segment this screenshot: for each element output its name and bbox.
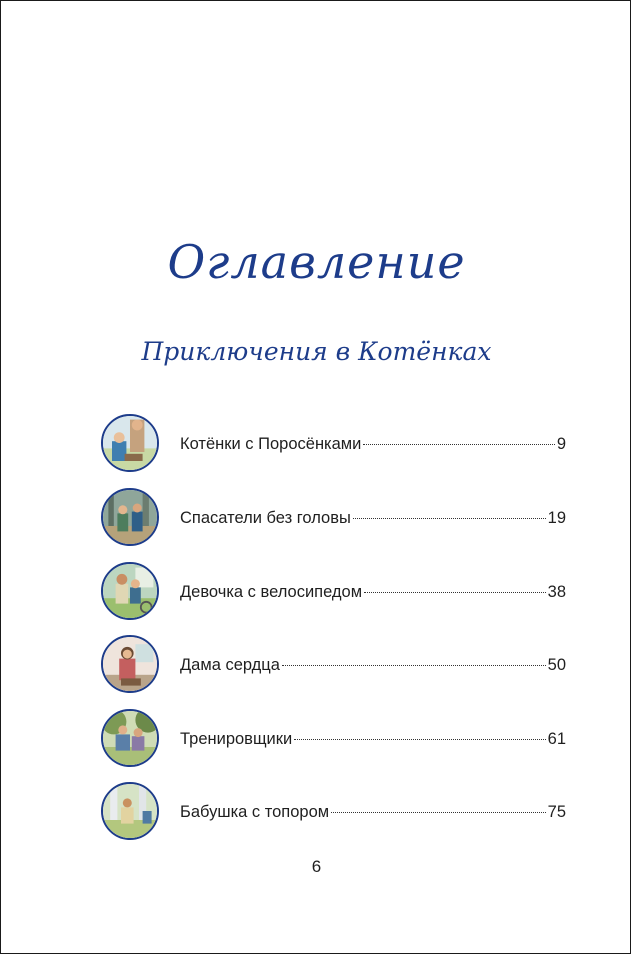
toc-entry[interactable] — [101, 562, 566, 624]
page-title: Оглавление — [167, 235, 466, 289]
toc-entry-page: 50 — [547, 656, 566, 674]
dot-leader — [364, 592, 546, 593]
toc-entry-page: 38 — [547, 583, 566, 601]
toc-entry[interactable] — [101, 709, 566, 771]
toc-entry-page: 75 — [547, 803, 566, 821]
toc-entry-page: 19 — [547, 509, 566, 527]
toc-entry[interactable] — [101, 488, 566, 550]
dot-leader — [331, 812, 546, 813]
chapter-illustration-thumbnail — [101, 635, 159, 693]
chapter-illustration-thumbnail — [101, 488, 159, 546]
toc-entry[interactable] — [101, 414, 566, 476]
dot-leader — [282, 665, 546, 666]
dot-leader — [363, 444, 554, 445]
toc-entry-title: Бабушка с топором — [180, 803, 330, 821]
page-number: 6 — [311, 857, 322, 876]
chapter-illustration-thumbnail — [101, 562, 159, 620]
dot-leader — [294, 739, 545, 740]
toc-entry-title: Девочка с велосипедом — [180, 583, 363, 601]
toc-entry[interactable] — [101, 782, 566, 844]
toc-entry-page: 9 — [556, 435, 566, 453]
toc-entry-title: Дама сердца — [180, 656, 280, 674]
dot-leader — [353, 518, 546, 519]
toc-entry[interactable] — [101, 635, 566, 697]
toc-entry-title: Спасатели без головы — [180, 509, 351, 527]
toc-entry-title: Тренировщики — [180, 730, 293, 748]
chapter-illustration-thumbnail — [101, 709, 159, 767]
toc-entry-title: Котёнки с Поросёнками — [180, 435, 362, 453]
chapter-illustration-thumbnail — [101, 414, 159, 472]
toc-entry-page: 61 — [547, 730, 566, 748]
chapter-illustration-thumbnail — [101, 782, 159, 840]
section-subtitle: Приключения в Котёнках — [141, 337, 492, 366]
